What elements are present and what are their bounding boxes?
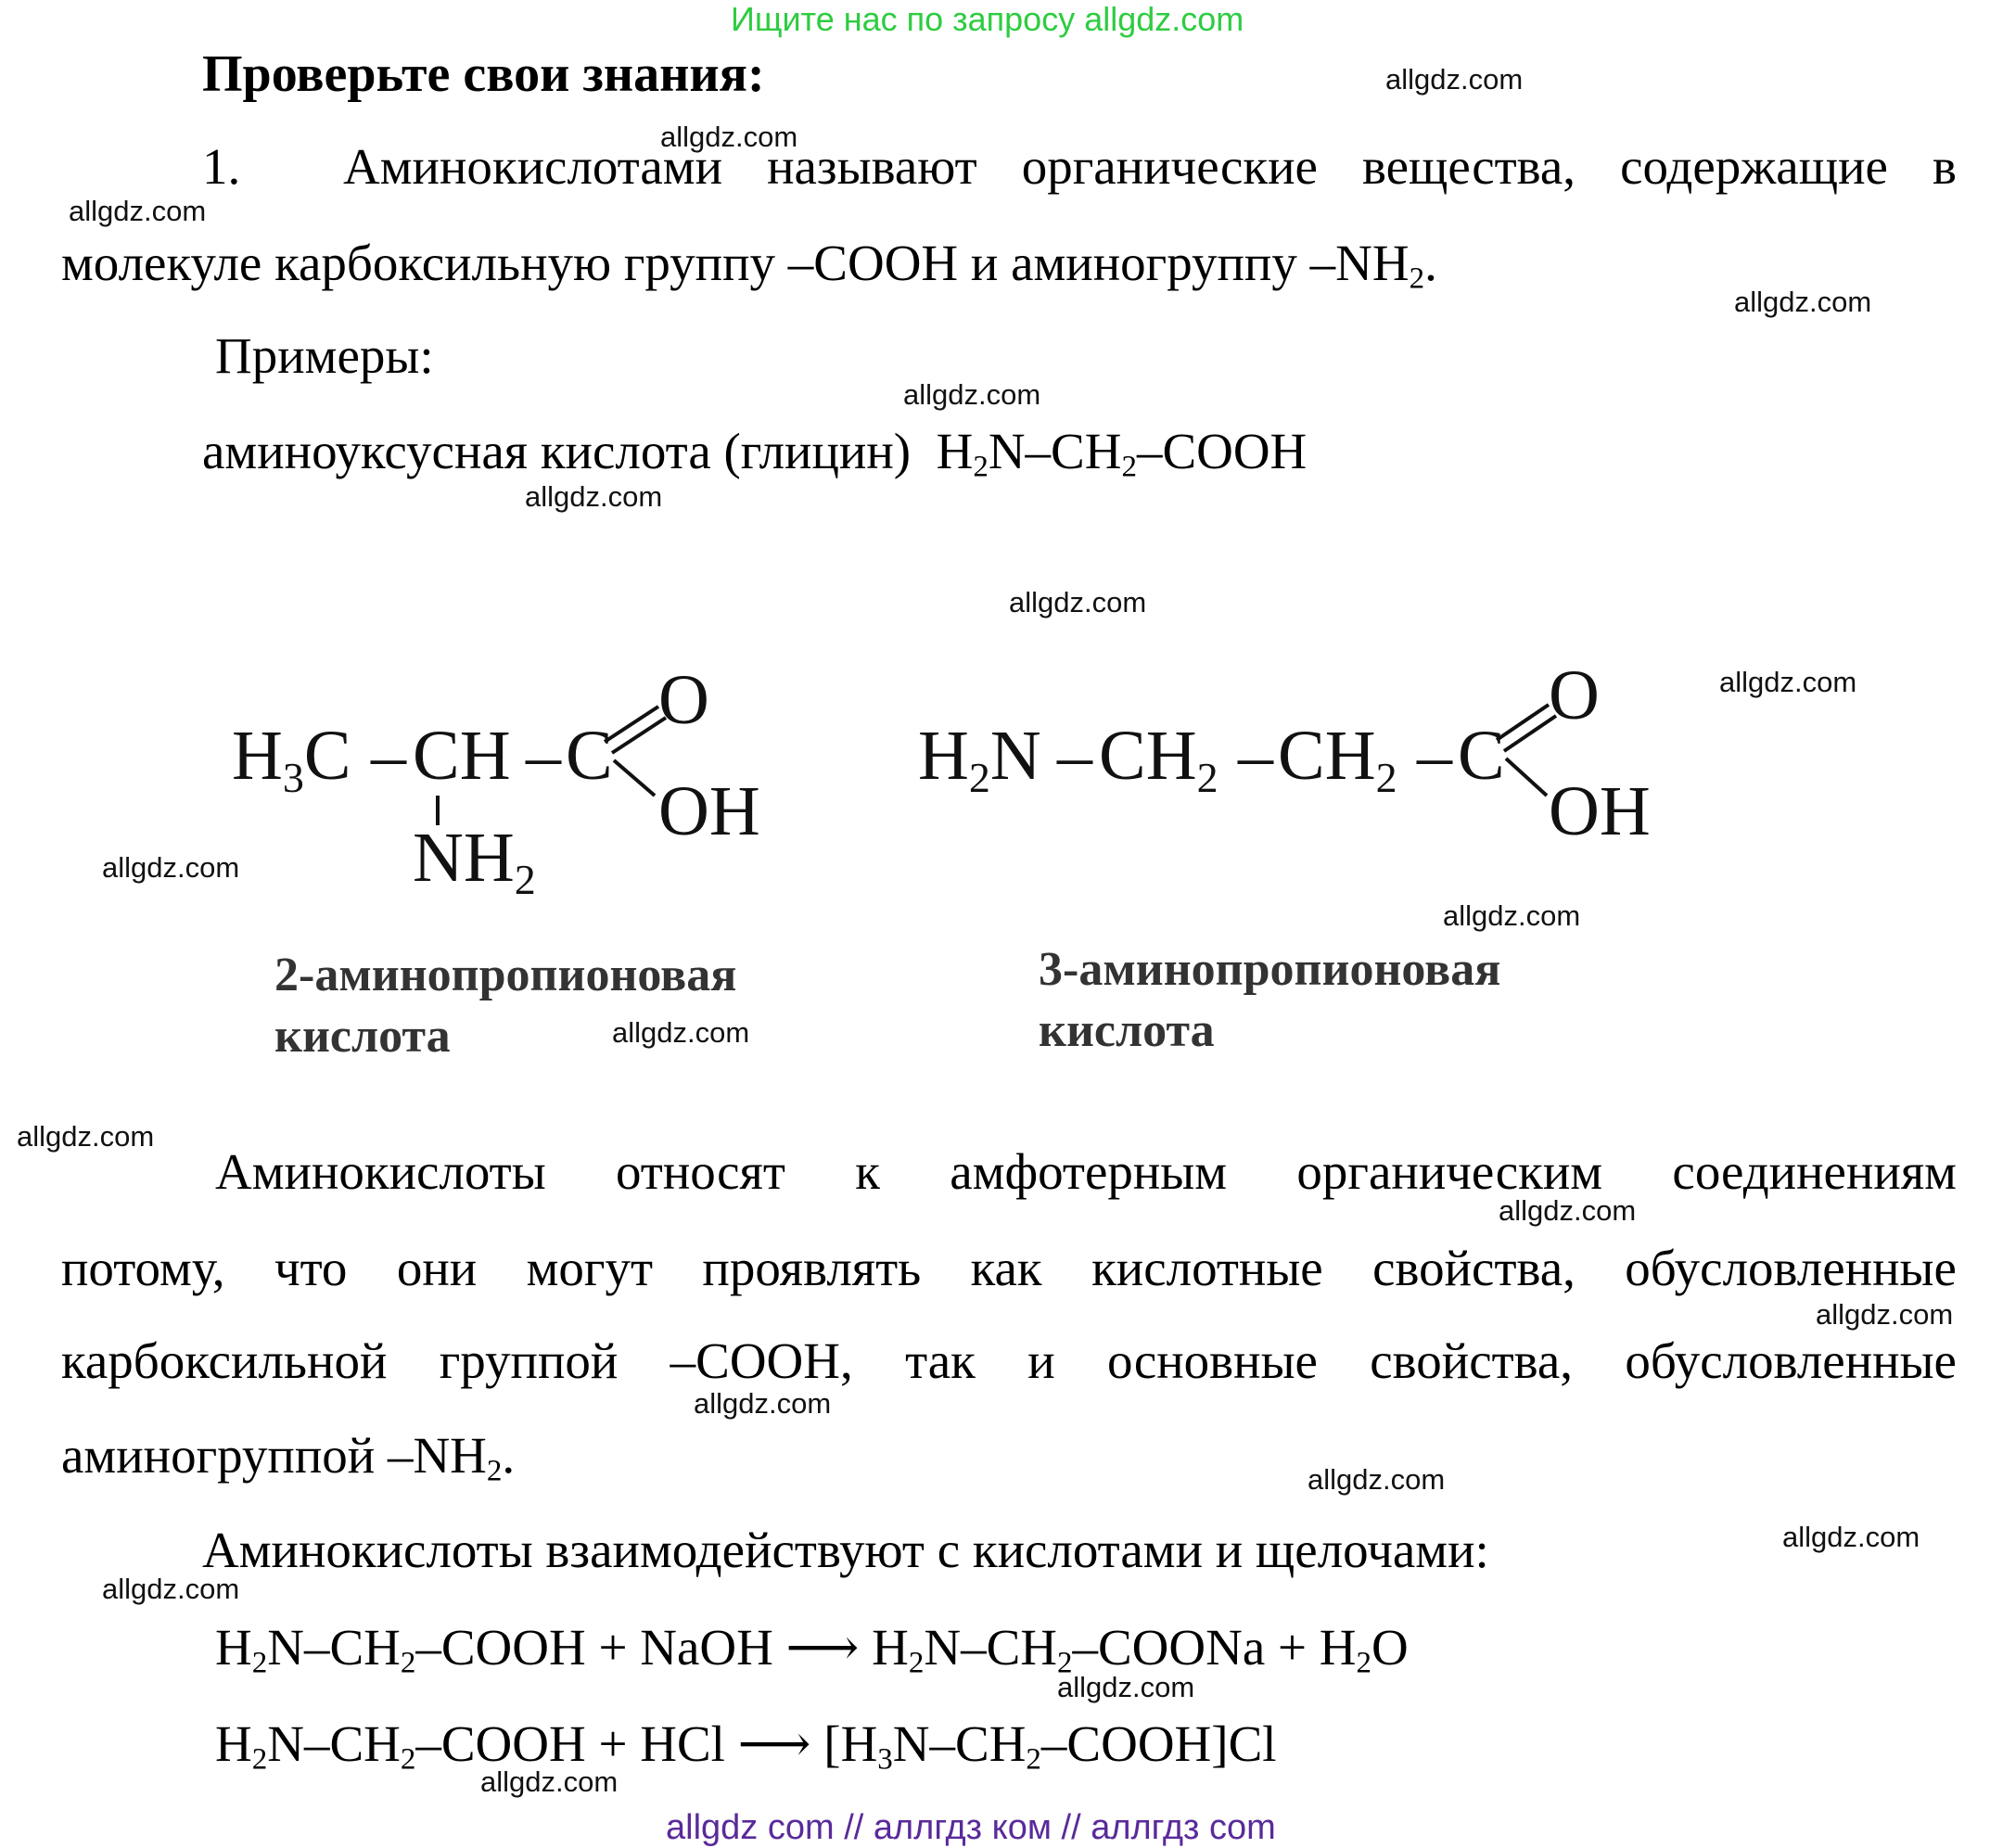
ch-label: CH: [413, 717, 511, 795]
examples-label: Примеры:: [215, 327, 434, 384]
alanine-label-1: 2-аминопропионовая: [274, 949, 737, 1001]
watermark: allgdz.com: [525, 480, 663, 513]
glycine-name: аминоуксусная кислота (глицин): [202, 423, 912, 479]
item1-line2: молекуле карбоксильную группу –COOH и аминогруппу $-NH_2$.: [61, 235, 1437, 296]
h2n-label: H2N: [918, 717, 1041, 801]
word: содержащие: [1620, 138, 1888, 195]
amphoteric-line4: аминогруппой $-NH_2$.: [61, 1427, 516, 1488]
carboxyl-c-label: C: [566, 717, 613, 795]
beta-alanine-structure: [909, 649, 1669, 872]
footer-links: allgdz com // аллгдз ком // аллгдз com: [666, 1808, 1276, 1847]
amphoteric-line2: потому, что они могут проявлять как кислотные свойства, обусловленные: [61, 1240, 1957, 1296]
page-heading: Проверьте свои знания:: [202, 45, 765, 103]
bond-dash: –: [371, 717, 406, 795]
single-bond-oh: [1506, 758, 1547, 796]
h3c-label: H3C: [232, 717, 351, 801]
watermark: allgdz.com: [1057, 1671, 1195, 1703]
word: в: [1932, 138, 1957, 195]
beta-alanine-label-2: кислота: [1039, 1004, 1215, 1057]
reaction-naoh: $H_2N-CH_2$–COOH + NaOH ⟶ $H_2N-CH_2$–COONa + $H_2O$: [215, 1619, 1409, 1680]
watermark: allgdz.com: [1385, 63, 1524, 96]
watermark: allgdz.com: [1719, 666, 1857, 698]
word: органические: [1021, 138, 1318, 195]
word: называют: [767, 138, 977, 195]
watermark: allgdz.com: [17, 1120, 155, 1153]
oxygen-label: O: [1549, 656, 1600, 734]
nh2-label: NH2: [413, 819, 536, 903]
watermark: allgdz.com: [1734, 286, 1872, 318]
watermark: allgdz.com: [1782, 1521, 1920, 1553]
watermark: allgdz.com: [102, 1573, 240, 1605]
watermark: allgdz.com: [660, 121, 798, 153]
glycine-formula: $H_2N-CH_2$–COOH: [936, 423, 1308, 484]
watermark: allgdz.com: [694, 1387, 832, 1420]
beta-alanine-label-1: 3-аминопропионовая: [1039, 943, 1501, 996]
watermark: allgdz.com: [69, 195, 207, 227]
watermark: allgdz.com: [1499, 1194, 1637, 1227]
interaction-text: Аминокислоты взаимодействуют с кислотами и щелочами:: [202, 1522, 1489, 1578]
single-bond-oh: [614, 760, 655, 796]
watermark: allgdz.com: [102, 851, 240, 884]
watermark: allgdz.com: [903, 378, 1041, 411]
watermark: allgdz.com: [1816, 1298, 1954, 1331]
watermark: allgdz.com: [1308, 1463, 1446, 1496]
alanine-label-2: кислота: [274, 1010, 451, 1063]
amphoteric-line1: Аминокислоты относят к амфотерным органическим соединениям: [215, 1143, 1957, 1200]
watermark: allgdz.com: [1443, 899, 1581, 932]
oxygen-label: O: [658, 661, 709, 739]
watermark: allgdz.com: [1009, 586, 1147, 618]
ch2-label: CH2: [1099, 717, 1218, 801]
top-banner: Ищите нас по запросу allgdz.com: [731, 0, 1244, 38]
carboxyl-c-label: C: [1458, 717, 1505, 795]
hydroxyl-label: OH: [658, 772, 760, 850]
item-number: 1.: [202, 138, 241, 195]
bond-dash: –: [526, 717, 561, 795]
glycine-line: [202, 422, 1308, 484]
bond-dash: –: [1417, 717, 1452, 795]
item1-line1: [343, 137, 1957, 196]
reaction-hcl: $H_2N-CH_2$–COOH + HCl ⟶ $[H_3N-CH_2-COOH]Cl$: [215, 1715, 1277, 1777]
bond-dash: –: [1238, 717, 1273, 795]
watermark: allgdz.com: [612, 1016, 750, 1049]
ch2-label: CH2: [1278, 717, 1397, 801]
watermark: allgdz.com: [480, 1765, 619, 1798]
amphoteric-line3: карбоксильной группой –COOH, так и основные свойства, обусловленные: [61, 1332, 1957, 1389]
hydroxyl-label: OH: [1549, 772, 1651, 850]
word: вещества,: [1362, 138, 1576, 195]
word: Аминокислотами: [343, 138, 723, 195]
alanine-structure: [223, 649, 797, 909]
bond-dash: –: [1057, 717, 1092, 795]
